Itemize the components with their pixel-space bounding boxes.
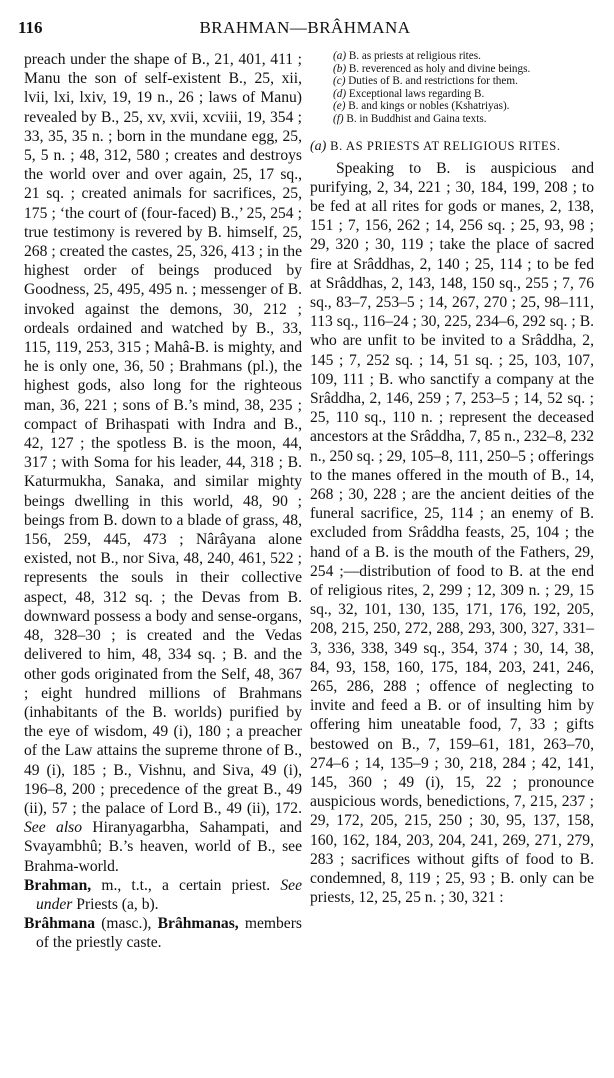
- continuation-entry: [24, 50, 302, 876]
- see-also-text: Hiranyagarbha, Sahampati, and Svayambhû; B.’s heaven, world of B., see Brahma-world.: [24, 819, 302, 875]
- section-title: B. AS PRIESTS AT RELIGIOUS RITES.: [330, 138, 561, 153]
- section-body: Speaking to B. is auspicious and purifying, 2, 34, 221 ; 30, 184, 199, 208 ; to be fed at all rites for gods or manes, 2, 138, 151 ; 7, 156, 262 ; 14, 256 sq. ; 25, 93, 98 ; 29, 320 ; 30, 119 ; take the place of sacred fire at Srâddhas, 2, 140 ; 25, 114 ; to be fed at Srâddhas, 2, 143, 148, 150 sq., 255 ; 7, 76 sq., 83–7, 253–5 ; 14, 267, 270 ; 25, 98–111, 113 sq., 116–24 ; 30, 225, 234–6, 292 sq. ; B. who are unfit to be invited to a Srâddha, 2, 145 ; 7, 252 sq. ; 14, 51 sq. ; 25, 103, 107, 109, 111 ; B. who sanctify a company at the Srâddha, 2, 146, 259 ; 7, 253–5 ; 14, 52 sq. ; 25, 110 sq., 110 n. ; represent the deceased ancestors at the Srâddha, 7, 85 n., 232–8, 232 n., 250 sq. ; 29, 105–8, 111, 250–5 ; offerings to the manes offered in the mouth of B., 14, 268 ; 30, 228 ; are the ancient deities of the funeral sacrifice, 25, 114 ; an enemy of B. excluded from Srâddha feasts, 25, 104 ; the hand of a B. is the mouth of the Fathers, 29, 254 ;—distribution of food to B. at the end of religious rites, 2, 299 ; 12, 309 n. ; 29, 15 sq., 32, 101, 130, 135, 171, 176, 192, 205, 208, 215, 250, 272, 288, 293, 300, 327, 331–3, 336, 338, 349 sq., 354, 374 ; 30, 14, 38, 84, 93, 158, 160, 175, 184, 203, 241, 246, 265, 286, 288 ; offence of neglecting to invite and feed a B. or of insulting him by offering him uneatable food, 7, 33 ; gifts bestowed on B., 7, 159–61, 181, 263–70, 274–6 ; 14, 135–9 ; 30, 218, 284 ; 42, 141, 145, 360 ; 49 (i), 15, 22 ; pronounce auspicious words, benedictions, 7, 215, 237 ; 29, 172, 205, 215, 250 ; 30, 95, 137, 158, 160, 162, 184, 203, 204, 241, 269, 271, 279, 283 ; sacrifices without gifts of food to B. condemned, 8, 119 ; 25, 93 ; B. only can be priests, 12, 25, 25 n. ; 30, 321 :: [310, 159, 594, 907]
- see-under-text: Priests (a, b).: [76, 895, 159, 913]
- left-column: [24, 50, 302, 953]
- page-number: 116: [18, 18, 43, 37]
- running-head: BRAHMAN—BRÂHMANA: [199, 18, 411, 37]
- legend-item: (f) B. in Buddhist and Gaina texts.: [333, 112, 487, 125]
- entry-brahman-priest: [24, 876, 302, 914]
- see-under-label: See under: [36, 876, 302, 913]
- see-also-label: See also: [24, 819, 83, 837]
- entry-headword: Brâhmana: [24, 915, 96, 933]
- legend-item: (e) B. and kings or nobles (Kshatriyas).: [333, 100, 510, 113]
- page-header: [18, 16, 592, 40]
- subdivision-legend: [333, 50, 594, 126]
- entry-brahmana: [24, 914, 302, 952]
- entry-headword-plural: Brâhmanas,: [157, 915, 239, 933]
- legend-item: (b) B. reverenced as holy and divine beings.: [333, 62, 531, 75]
- entry-text-definition: members of the priestly caste.: [36, 915, 302, 952]
- entry-text: (masc.),: [101, 915, 152, 933]
- entry-headword: Brahman,: [24, 876, 92, 894]
- legend-item: (d) Exceptional laws regarding B.: [333, 87, 485, 100]
- continuation-text: preach under the shape of B., 21, 401, 411 ; Manu the son of self-existent B., 25, xii, lvii, lxi, lxiv, 19, 19 n., 26 ; laws of Manu) revealed by B., 25, xv, xvii, xcviii, 19, 354 ; 33, 35, 35 n. ; born in the mundane egg, 25, 5, 5 n. ; 48, 312, 580 ; creates and destroys the world over and over again, 25, 17 sq., 21 sq. ; created animals for sacrifices, 25, 175 ; ‘the court of (four-faced) B.,’ 25, 254 ; true testimony is revered by B. himself, 25, 268 ; created the castes, 25, 326, 413 ; in the highest order of beings produced by Goodness, 25, 495, 495 n. ; messenger of B. invoked against the demons, 30, 212 ; ordeals ordained and watched by B., 33, 115, 119, 253, 315 ; Mahâ-B. is mighty, and he is only one, 36, 50 ; Brahmans (pl.), the highest gods, also long for the righteous man, 36, 221 ; sons of B.’s mind, 38, 235 ; compact of Brihaspati with Indra and B., 42, 127 ; the spotless B. is the moon, 44, 317 ; with Soma for his leader, 44, 318 ; B. Katurmukha, Sanaka, and similar mighty beings dwelling in this world, 48, 90 ; beings from B. down to a blade of grass, 48, 156, 259, 445, 473 ; Nârâyana alone existed, not B., nor Siva, 48, 240, 461, 522 ; represents the souls in their collective aspect, 48, 312 sq. ; the Devas from B. downward possess a body and sense-organs, 48, 328–30 ; is created and the Vedas delivered to him, 48, 334 sq. ; B. and the other gods originated from the Self, 48, 367 ; eight hundred millions of Brahmans (inhabitants of the B. worlds) purified by the eye of wisdom, 49 (i), 180 ; a preacher of the Law attains the supreme throne of B., 49 (i), 185 ; B., Vishnu, and Siva, 49 (i), 196–8, 200 ; precedence of the great B., 49 (ii), 57 ; the palace of Lord B., 49 (ii), 172.: [24, 51, 302, 817]
- legend-item: (a) B. as priests at religious rites.: [333, 50, 481, 62]
- section-label: (a): [310, 138, 327, 154]
- right-column: [310, 50, 594, 907]
- entry-text: m., t.t., a certain priest.: [101, 876, 271, 894]
- section-heading: [310, 138, 594, 155]
- legend-item: (c) Duties of B. and restrictions for them.: [333, 75, 518, 88]
